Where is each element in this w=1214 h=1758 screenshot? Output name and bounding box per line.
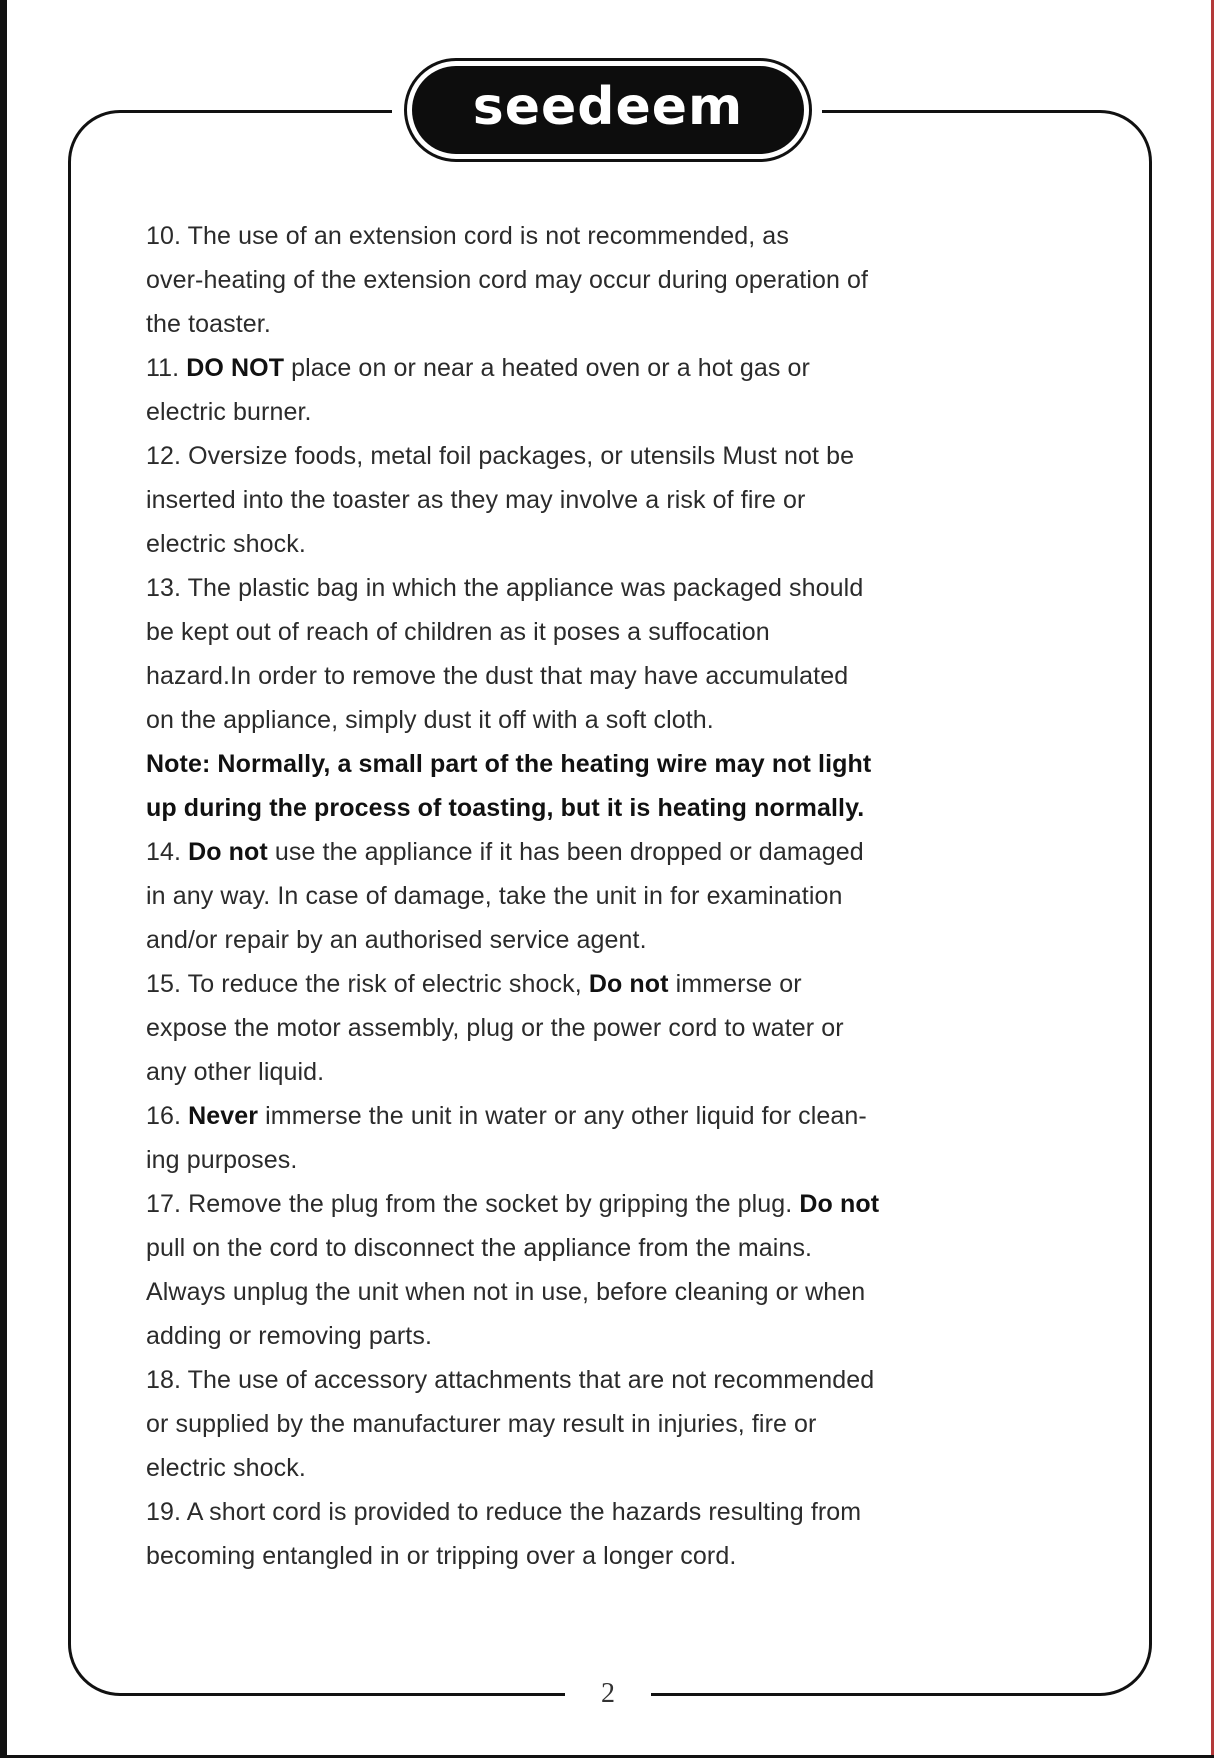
text-line: adding or removing parts. [146,1322,432,1350]
text-line: inserted into the toaster as they may involve a risk of fire or [146,486,806,514]
text-line: 18. The use of accessory attachments that are not recommended [146,1366,875,1394]
brand-name: seedeem [472,77,744,137]
brand-logo [412,66,804,154]
text-line: be kept out of reach of children as it poses a suffocation [146,618,770,646]
emphasis: Do not [799,1190,880,1218]
text-line: or supplied by the manufacturer may result in injuries, fire or [146,1410,817,1438]
text-line: 15. To reduce the risk of electric shock, Do not immerse or [146,970,802,998]
text-line: in any way. In case of damage, take the unit in for examination [146,882,843,910]
text-line: any other liquid. [146,1058,325,1086]
emphasis: DO NOT [186,354,285,382]
text-line: electric shock. [146,530,306,558]
text-line: 13. The plastic bag in which the appliance was packaged should [146,574,864,602]
text-line: Always unplug the unit when not in use, before cleaning or when [146,1278,866,1306]
text-line: and/or repair by an authorised service agent. [146,926,647,954]
text-line: on the appliance, simply dust it off with a soft cloth. [146,706,714,734]
page-edge-left [0,0,7,1758]
emphasis: Do not [588,970,669,998]
emphasis: Do not [188,838,268,866]
note-line: up during the process of toasting, but it is heating normally. [146,794,865,822]
page-number: 2 [601,1678,615,1709]
emphasis: Never [188,1102,259,1130]
text-line: hazard.In order to remove the dust that may have accumulated [146,662,849,690]
instructions-text [146,214,1096,1578]
text-line: electric shock. [146,1454,306,1482]
text-line: 11. DO NOT place on or near a heated oven or a hot gas or [146,354,810,382]
text-line: 14. Do not use the appliance if it has been dropped or damaged [146,838,864,866]
text-line: over-heating of the extension cord may occur during operation of [146,266,869,294]
text-line: 12. Oversize foods, metal foil packages, or utensils Must not be [146,442,855,470]
text-line: becoming entangled in or tripping over a longer cord. [146,1542,737,1570]
text-line: 10. The use of an extension cord is not recommended, as [146,222,789,250]
text-line: expose the motor assembly, plug or the power cord to water or [146,1014,844,1042]
text-line: ing purposes. [146,1146,298,1174]
text-line: the toaster. [146,310,271,338]
note-line: Note: Normally, a small part of the heating wire may not light [146,750,872,778]
text-line: 16. Never immerse the unit in water or any other liquid for clean- [146,1102,867,1130]
text-line: 19. A short cord is provided to reduce the hazards resulting from [146,1498,862,1526]
text-line: electric burner. [146,398,312,426]
text-line: 17. Remove the plug from the socket by gripping the plug. Do not [146,1190,880,1218]
text-line: pull on the cord to disconnect the appliance from the mains. [146,1234,813,1262]
